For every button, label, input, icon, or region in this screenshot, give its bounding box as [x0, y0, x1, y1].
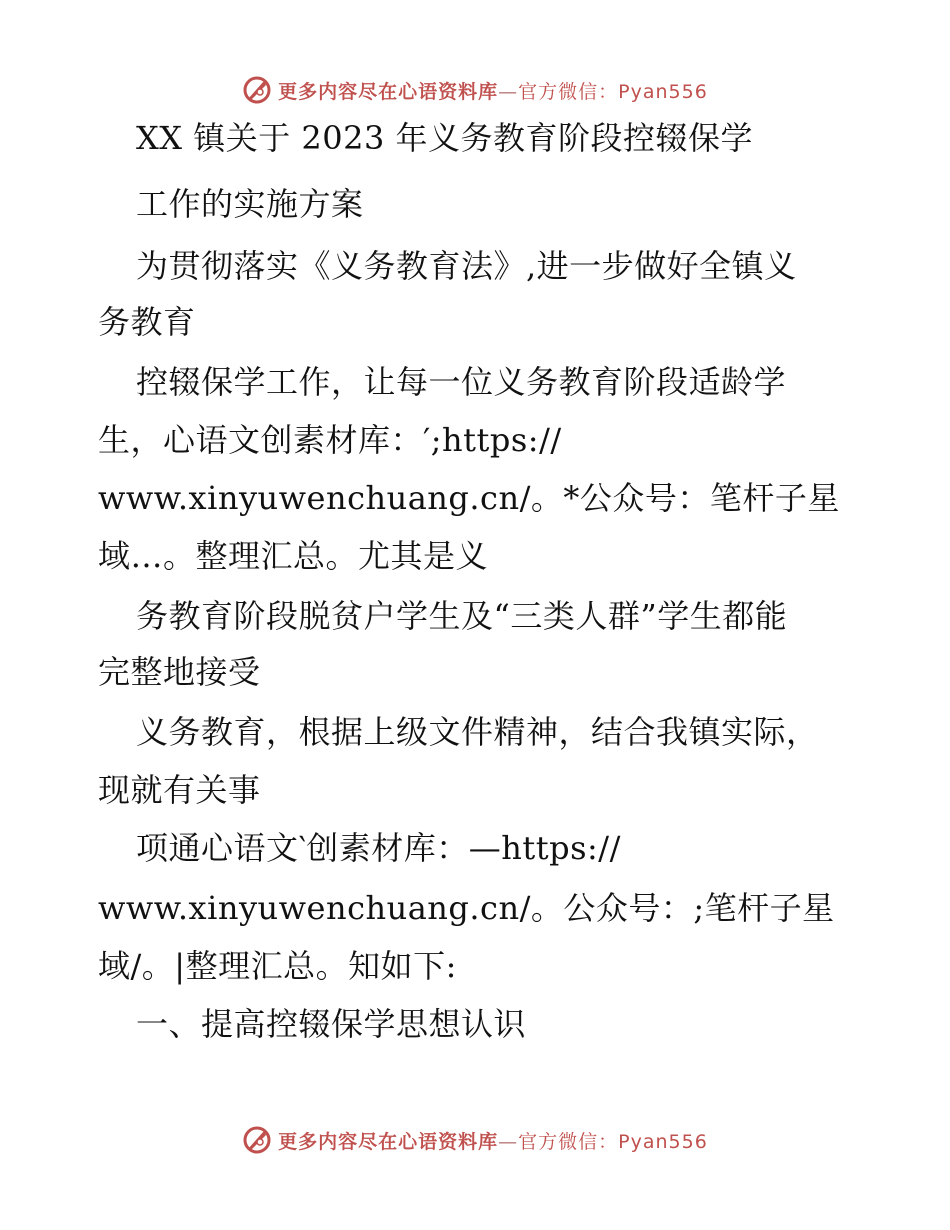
doc-paragraph-line: 为贯彻落实《义务教育法》,进一步做好全镇义	[136, 247, 797, 285]
footer-banner-text	[278, 1127, 708, 1154]
doc-paragraph-line: 现就有关事	[98, 771, 261, 809]
doc-title-line-1: XX 镇关于 2023 年义务教育阶段控辍保学	[136, 119, 754, 157]
doc-paragraph-line: 域/。|整理汇总。知如下:	[98, 947, 457, 985]
header-banner-dash: —	[498, 80, 519, 103]
doc-paragraph-line: 务教育阶段脱贫户学生及“三类人群”学生都能	[136, 597, 788, 635]
header-banner-text	[278, 77, 708, 104]
footer-banner	[0, 1120, 950, 1160]
header-banner	[0, 70, 950, 110]
doc-paragraph-line: 项通心语文‵创素材库：—https://	[136, 829, 621, 867]
doc-paragraph-line: 义务教育，根据上级文件精神，结合我镇实际，	[136, 713, 819, 751]
doc-paragraph-line: 完整地接受	[98, 653, 261, 691]
footer-banner-main: 更多内容尽在心语资料库	[278, 1130, 499, 1153]
doc-paragraph-line: 域…。整理汇总。尤其是义	[98, 537, 489, 575]
doc-paragraph-line: www.xinyuwenchuang.cn/。*公众号：笔杆子星	[98, 479, 840, 517]
doc-paragraph-line: 控辍保学工作，让每一位义务教育阶段适龄学	[136, 363, 787, 401]
doc-paragraph-line: 生，心语文创素材库：′;https://	[98, 421, 562, 459]
doc-paragraph-line: www.xinyuwenchuang.cn/。公众号：;笔杆子星	[98, 889, 835, 927]
feather-pen-circle-icon	[242, 1125, 272, 1155]
header-banner-main: 更多内容尽在心语资料库	[278, 80, 499, 103]
doc-title-line-2: 工作的实施方案	[136, 185, 364, 223]
feather-pen-circle-icon	[242, 75, 272, 105]
footer-banner-dash: —	[498, 1130, 519, 1153]
footer-banner-sub: 官方微信：Pyan556	[518, 1130, 708, 1153]
doc-paragraph-line: 务教育	[98, 303, 196, 341]
doc-section-heading: 一、提高控辍保学思想认识	[136, 1005, 527, 1043]
header-banner-sub: 官方微信：Pyan556	[518, 80, 708, 103]
